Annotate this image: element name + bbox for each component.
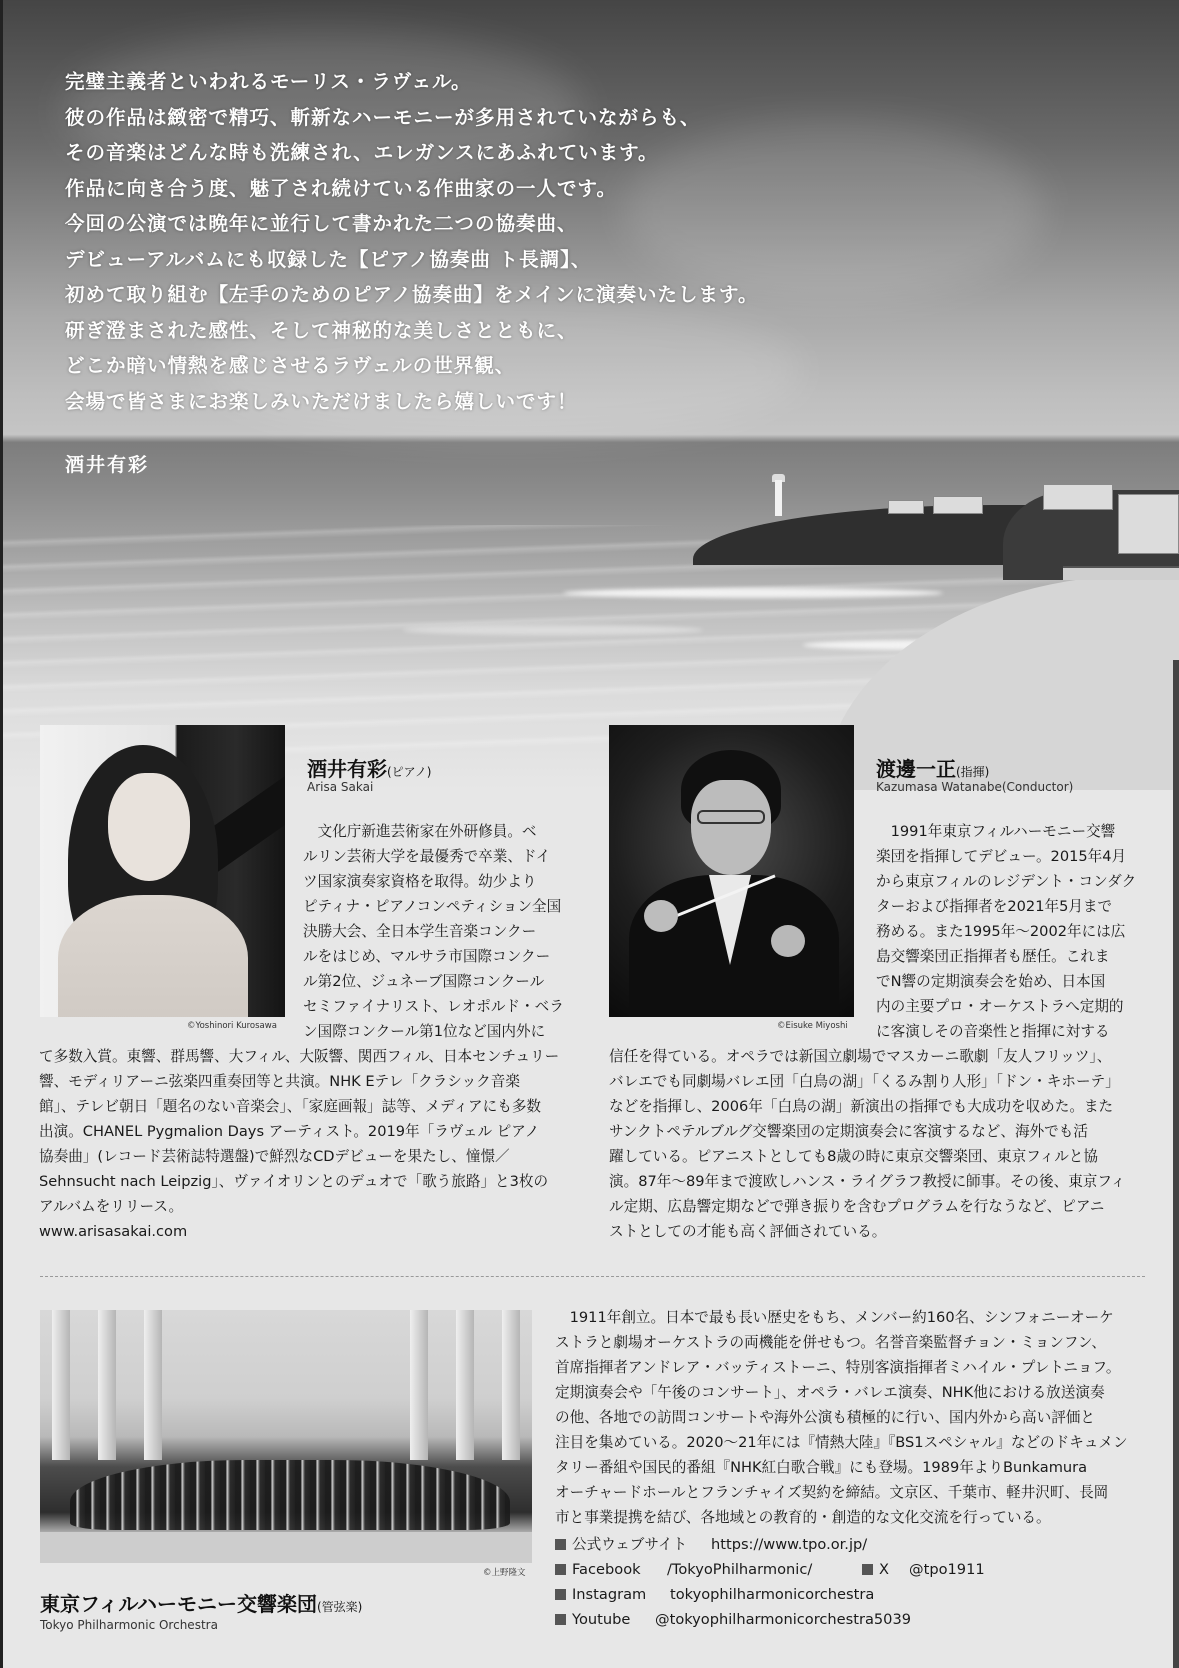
bio-line: ル第2位、ジュネーブ国際コンクール bbox=[303, 973, 545, 990]
watanabe-romaji: Kazumasa Watanabe(Conductor) bbox=[876, 780, 1074, 794]
bio-line: 定期演奏会や「午後のコンサート」、オペラ・バレエ演奏、NHK他における放送演奏 bbox=[555, 1384, 1105, 1401]
bio-line: ターおよび指揮者を2021年5月まで bbox=[876, 898, 1113, 915]
facebook-row bbox=[555, 1557, 985, 1582]
building bbox=[888, 500, 924, 514]
bio-line: 出演。CHANEL Pygmalion Days アーティスト。2019年「ラヴェル ピアノ bbox=[39, 1123, 540, 1140]
intro-line: 今回の公演では晩年に並行して書かれた二つの協奏曲、 bbox=[65, 212, 578, 235]
bio-line: 協奏曲」(レコード芸術誌特選盤)で鮮烈なCDデビューを果たし、憧憬／ bbox=[39, 1148, 510, 1165]
orchestra-photo-credit: ©上野隆文 bbox=[483, 1568, 526, 1578]
facebook-link[interactable]: /TokyoPhilharmonic/ bbox=[667, 1561, 813, 1578]
bio-line: バレエでも同劇場バレエ団「白鳥の湖」「くるみ割り人形」「ドン・キホーテ」 bbox=[609, 1073, 1120, 1090]
orchestra-photo bbox=[40, 1310, 532, 1563]
bio-line: 響、モディリアーニ弦楽四重奏団等と共演。NHK Eテレ「クラシック音楽 bbox=[39, 1073, 520, 1090]
hall-pillar bbox=[98, 1310, 116, 1460]
bio-line: 信任を得ている。オペラでは新国立劇場でマスカーニ歌劇「友人フリッツ」、 bbox=[609, 1048, 1112, 1065]
seaside-hero-photo bbox=[3, 0, 1179, 790]
arisa-sakai-portrait bbox=[40, 725, 285, 1017]
building bbox=[933, 496, 983, 514]
bio-line: ル定期、広島響定期などで弾き振りを含むプログラムを行なうなど、ピアニ bbox=[609, 1198, 1105, 1215]
youtube-link[interactable]: @tokyophilharmonicorchestra5039 bbox=[655, 1611, 912, 1628]
pier bbox=[1063, 566, 1179, 580]
intro-message bbox=[65, 64, 825, 419]
bio-line: アルバムをリリース。 bbox=[39, 1198, 184, 1215]
hall-pillar bbox=[456, 1310, 474, 1460]
bio-line: サンクトペテルブルグ交響楽団の定期演奏会に客演するなど、海外でも活 bbox=[609, 1123, 1088, 1140]
bio-line: から東京フィルのレジデント・コンダク bbox=[876, 873, 1137, 890]
intro-line: 会場で皆さまにお楽しみいただけましたら嬉しいです！ bbox=[65, 389, 578, 413]
portrait-hand bbox=[644, 900, 678, 932]
bio-line: オーチャードホールとフランチャイズ契約を締結。文京区、千葉市、軽井沢町、長岡 bbox=[555, 1484, 1109, 1501]
bio-line: Sehnsucht nach Leipzig」、ヴァイオリンとのデュオで「歌う旅路」と3枚の bbox=[39, 1173, 549, 1190]
bio-line: に客演しその音楽性と指揮に対する bbox=[876, 1023, 1110, 1040]
wave-foam bbox=[563, 588, 943, 598]
sakai-romaji: Arisa Sakai bbox=[307, 780, 374, 794]
section-divider bbox=[40, 1276, 1145, 1277]
bio-line: 文化庁新進芸術家在外研修員。ベ bbox=[303, 823, 537, 840]
bio-line: ルをはじめ、マルサラ市国際コンクー bbox=[303, 948, 551, 965]
bio-line: 首席指揮者アンドレア・バッティストーニ、特別客演指揮者ミハイル・プレトニョフ。 bbox=[555, 1359, 1121, 1376]
orchestra-bio bbox=[555, 1305, 1128, 1530]
hall-pillar bbox=[410, 1310, 428, 1460]
sakai-name-text: 酒井有彩 bbox=[307, 757, 387, 781]
bio-line: の他、各地での訪問コンサートや海外公演も積極的に行い、国内外から高い評価と bbox=[555, 1409, 1095, 1426]
intro-line: 完璧主義者といわれるモーリス・ラヴェル。 bbox=[65, 70, 472, 93]
sakai-role: (ピアノ) bbox=[387, 765, 432, 779]
sakai-name bbox=[307, 753, 431, 782]
sakai-bio-side bbox=[303, 819, 564, 1044]
stage-floor bbox=[40, 1532, 532, 1563]
intro-signature: 酒井有彩 bbox=[65, 454, 150, 476]
watanabe-bio-side bbox=[876, 819, 1136, 1044]
bio-line: 1991年東京フィルハーモニー交響 bbox=[876, 823, 1116, 840]
youtube-row bbox=[555, 1607, 912, 1632]
orchestra-romaji: Tokyo Philharmonic Orchestra bbox=[40, 1618, 218, 1632]
square-bullet-icon bbox=[555, 1589, 566, 1600]
intro-line: 作品に向き合う度、魅了され続けている作曲家の一人です。 bbox=[65, 176, 617, 200]
hall-pillar bbox=[144, 1310, 162, 1460]
lighthouse bbox=[775, 480, 782, 516]
instagram-link[interactable]: tokyophilharmonicorchestra bbox=[670, 1586, 875, 1603]
bio-line: ピティナ・ピアノコンペティション全国 bbox=[303, 898, 562, 915]
bio-line: ルリン芸術大学を最優秀で卒業、ドイ bbox=[303, 848, 551, 865]
intro-line: 研ぎ澄まされた感性、そして神秘的な美しさとともに、 bbox=[65, 318, 578, 342]
bio-line: 務める。また1995年～2002年には広 bbox=[876, 923, 1126, 940]
kazumasa-watanabe-portrait bbox=[609, 725, 854, 1017]
orchestra-on-stage bbox=[70, 1460, 510, 1530]
watanabe-role: (指揮) bbox=[956, 765, 990, 779]
intro-line: どこか暗い情熱を感じさせるラヴェルの世界観、 bbox=[65, 354, 516, 377]
youtube-label: Youtube bbox=[572, 1611, 631, 1628]
portrait-hand bbox=[771, 925, 805, 957]
bio-line: でN響の定期演奏会を始め、日本国 bbox=[876, 973, 1106, 990]
x-row bbox=[862, 1557, 889, 1582]
website-link[interactable]: https://www.tpo.or.jp/ bbox=[711, 1536, 868, 1553]
intro-line: その音楽はどんな時も洗練され、エレガンスにあふれています。 bbox=[65, 141, 659, 164]
instagram-label: Instagram bbox=[572, 1586, 647, 1603]
bio-line: 島交響楽団正指揮者も歴任。これま bbox=[876, 948, 1110, 965]
x-label: X bbox=[879, 1561, 889, 1578]
hall-pillar bbox=[502, 1310, 520, 1460]
bio-line: 演。87年～89年まで渡欧しハンス・ライグラフ教授に師事。その後、東京フィ bbox=[609, 1173, 1126, 1190]
portrait-face bbox=[108, 773, 190, 881]
bio-line: ストとしての才能も高く評価されている。 bbox=[609, 1223, 887, 1240]
square-bullet-icon bbox=[862, 1564, 873, 1575]
bio-line: 注目を集めている。2020～21年には『情熱大陸』『BS1スペシャル』などのドキュメン bbox=[555, 1434, 1128, 1451]
bio-line: 内の主要プロ・オーケストラへ定期的 bbox=[876, 998, 1124, 1015]
website-label: 公式ウェブサイト bbox=[572, 1536, 688, 1553]
bio-line: 決勝大会、全日本学生音楽コンクー bbox=[303, 923, 537, 940]
building bbox=[1118, 494, 1179, 554]
bio-line: ン国際コンクール第1位など国内外に bbox=[303, 1023, 546, 1040]
building bbox=[1043, 484, 1113, 510]
bio-line: 市と事業提携を結び、各地域との教育的・創造的な文化交流を行っている。 bbox=[555, 1509, 1051, 1526]
bio-line: 躍している。ピアニストとしても8歳の時に東京交響楽団、東京フィルと協 bbox=[609, 1148, 1098, 1165]
square-bullet-icon bbox=[555, 1614, 566, 1625]
instagram-row bbox=[555, 1582, 875, 1607]
bio-line: セミファイナリスト、レオポルド・ベラ bbox=[303, 998, 564, 1015]
watanabe-photo-credit: ©Eisuke Miyoshi bbox=[777, 1021, 848, 1031]
website-row bbox=[555, 1532, 868, 1557]
orchestra-name-text: 東京フィルハーモニー交響楽団 bbox=[40, 1592, 317, 1616]
orchestra-links bbox=[555, 1532, 985, 1632]
bio-line: 館」、テレビ朝日「題名のない音楽会」、「家庭画報」誌等、メディアにも多数 bbox=[39, 1098, 542, 1115]
intro-line: 彼の作品は緻密で精巧、斬新なハーモニーが多用されていながらも、 bbox=[65, 105, 701, 129]
page-edge-bar bbox=[1173, 660, 1179, 1668]
bio-line: 1911年創立。日本で最も長い歴史をもち、メンバー約160名、シンフォニーオーケ bbox=[555, 1309, 1114, 1326]
square-bullet-icon bbox=[555, 1539, 566, 1550]
bio-line: タリー番組や国民的番組『NHK紅白歌合戦』にも登場。1989年よりBunkamura bbox=[555, 1459, 1088, 1476]
bio-line: て多数入賞。東響、群馬響、大フィル、大阪響、関西フィル、日本センチュリー bbox=[39, 1048, 560, 1065]
orchestra-name bbox=[40, 1588, 362, 1617]
bio-line: 楽団を指揮してデビュー。2015年4月 bbox=[876, 848, 1127, 865]
intro-line: デビューアルバムにも収録した【ピアノ協奏曲 ト長調】、 bbox=[65, 247, 592, 271]
bio-line: ストラと劇場オーケストラの両機能を併せもつ。名誉音楽監督チョン・ミョンフン、 bbox=[555, 1334, 1106, 1351]
sakai-bio-full bbox=[39, 1044, 559, 1244]
x-link[interactable]: @tpo1911 bbox=[909, 1561, 985, 1578]
portrait-glasses bbox=[697, 810, 765, 824]
wave-foam bbox=[403, 625, 703, 635]
facebook-label: Facebook bbox=[572, 1561, 641, 1578]
sakai-website-link[interactable]: www.arisasakai.com bbox=[39, 1223, 188, 1240]
intro-line: 初めて取り組む【左手のためのピアノ協奏曲】をメインに演奏いたします。 bbox=[65, 283, 759, 306]
watanabe-name bbox=[876, 753, 989, 782]
hall-pillar bbox=[52, 1310, 70, 1460]
portrait-face bbox=[691, 780, 771, 875]
sakai-photo-credit: ©Yoshinori Kurosawa bbox=[187, 1021, 277, 1031]
square-bullet-icon bbox=[555, 1564, 566, 1575]
bio-line: などを指揮し、2006年「白鳥の湖」新演出の指揮でも大成功を収めた。また bbox=[609, 1098, 1114, 1115]
watanabe-name-text: 渡邊一正 bbox=[876, 757, 956, 781]
bio-line: ツ国家演奏家資格を取得。幼少より bbox=[303, 873, 537, 890]
watanabe-bio-full bbox=[609, 1044, 1125, 1244]
orchestra-role: (管弦楽) bbox=[317, 1600, 363, 1614]
portrait-blouse bbox=[58, 895, 248, 1017]
